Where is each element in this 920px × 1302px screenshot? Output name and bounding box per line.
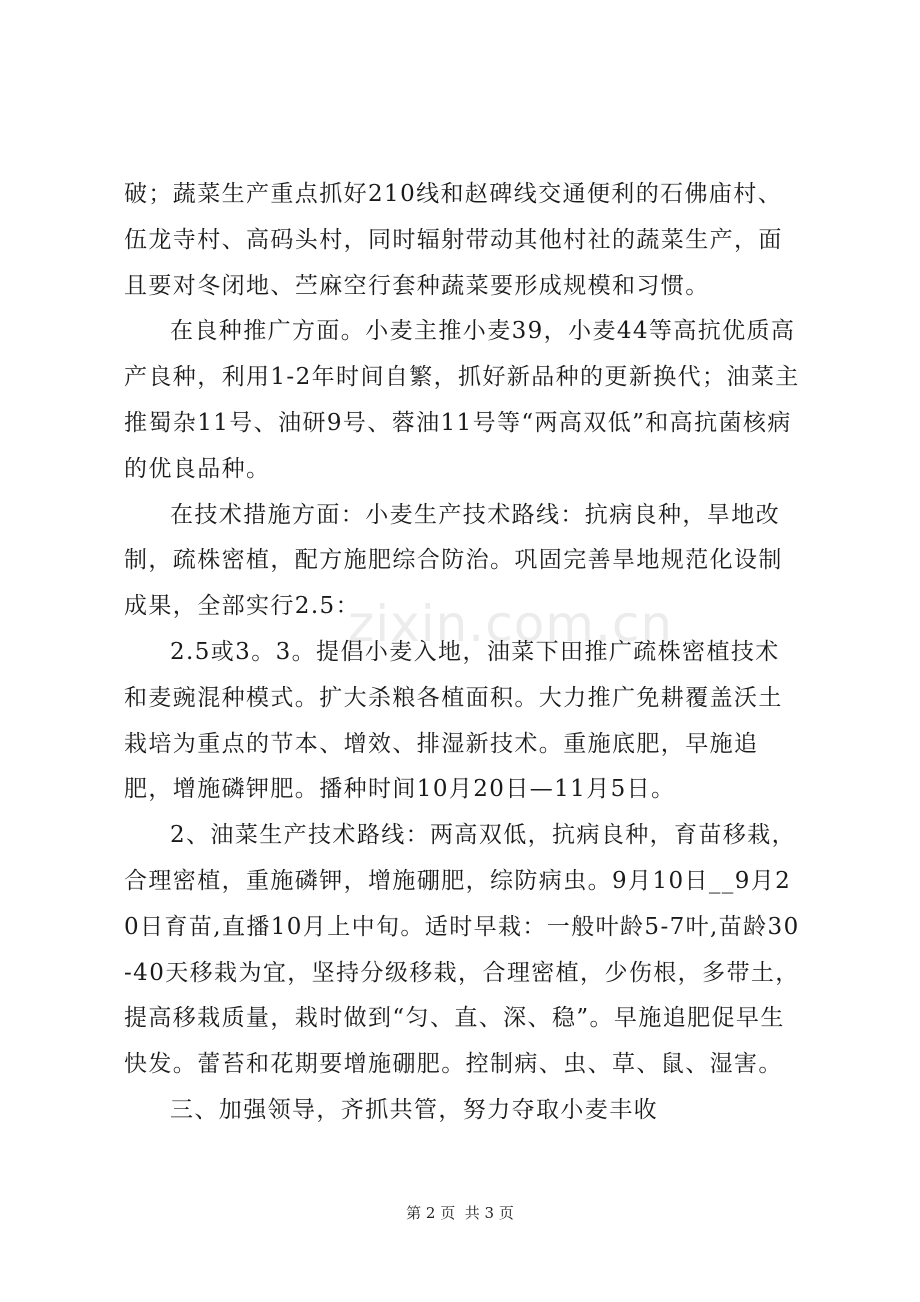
page-number-label: 第 2 页 共 3 页	[406, 1204, 514, 1222]
paragraph-6: 三、加强领导，齐抓共管，努力夺取小麦丰收	[170, 1096, 658, 1123]
watermark: zixin.com.cn	[348, 595, 674, 653]
document-body	[124, 172, 804, 1134]
paragraph-4: 2.5或3。3。提倡小麦入地，油菜下田推广疏株密植技术和麦豌混种模式。扩大杀粮各植面积。大力推广免耕覆盖沃土栽培为重点的节本、增效、排湿新技术。重施底肥，早施追肥，增施磷钾肥。播种时间10月20日—11月5日。	[124, 638, 783, 803]
paragraph-1: 破；蔬菜生产重点抓好210线和赵碑线交通便利的石佛庙村、伍龙寺村、高码头村，同时辐射带动其他村社的蔬菜生产，面且要对冬闭地、苎麻空行套种蔬菜要形成规模和习惯。	[124, 181, 783, 299]
paragraph-3: 在技术措施方面：小麦生产技术路线：抗病良种，旱地改制，疏株密植，配方施肥综合防治。巩固完善旱地规范化设制成果，全部实行2.5：	[124, 501, 783, 620]
paragraph-2: 在良种推广方面。小麦主推小麦39，小麦44等高抗优质高产良种，利用1-2年时间自繁，抓好新品种的更新换代；油菜主推蜀杂11号、油研9号、蓉油11号等“两高双低”和高抗菌核病的优良品种。	[124, 318, 800, 482]
page-footer	[0, 1202, 920, 1223]
paragraph-5: 2、油菜生产技术路线：两高双低，抗病良种，育苗移栽，合理密植，重施磷钾，增施硼肥，综防病虫。9月10日__9月20日育苗,直播10月上中旬。适时早栽：一般叶龄5-7叶,苗龄30-40天移栽为宜，坚持分级移栽，合理密植，少伤根，多带土，提高移栽质量，栽时做到“匀、直、深、稳”。早施追肥促早生快发。蕾苔和花期要增施硼肥。控制病、虫、草、鼠、湿害。	[124, 822, 800, 1078]
